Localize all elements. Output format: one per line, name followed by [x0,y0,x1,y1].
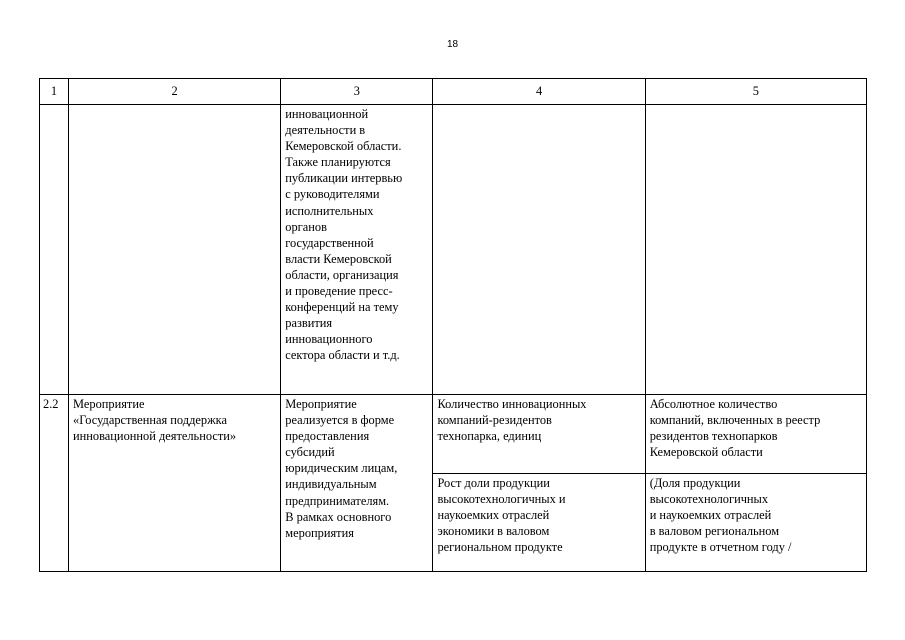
activity-description: Мероприятие реализуется в форме предоставления субсидий юридическим лицам, индивидуальным предпринимателям. В рамках основного мероприятия [281,395,433,572]
continued-col-1 [40,105,69,395]
activity-name: Мероприятие «Государственная поддержка инновационной деятельности» [69,395,281,572]
indicator-name-1: Количество инновационных компаний-резидентов технопарка, единиц [433,395,645,474]
row-number: 2.2 [40,395,69,572]
header-col-4: 4 [433,79,645,105]
table-row-continued [40,105,867,395]
indicator-name-2: Рост доли продукции высокотехнологичных и наукоемких отраслей экономики в валовом региональном продукте [433,474,645,572]
table-header-row [40,79,867,105]
page-number: 18 [446,39,459,50]
header-col-1: 1 [40,79,69,105]
continued-col-4 [433,105,645,395]
continued-description: инновационной деятельности в Кемеровской области. Также планируются публикации интервью с руководителями исполнительных органов государственной власти Кемеровской области, организация и проведение пресс- конференций на тему развития инновационного сектора области и т.д. [281,105,433,395]
indicator-method-1: Абсолютное количество компаний, включенных в реестр резидентов технопарков Кемеровской области [645,395,866,474]
header-col-3: 3 [281,79,433,105]
indicator-method-2: (Доля продукции высокотехнологичных и наукоемких отраслей в валовом региональном продукте в отчетном году / [645,474,866,572]
header-col-2: 2 [69,79,281,105]
header-col-5: 5 [645,79,866,105]
table-row-2-2 [40,395,867,474]
activities-table [39,78,867,572]
continued-col-5 [645,105,866,395]
continued-col-2 [69,105,281,395]
